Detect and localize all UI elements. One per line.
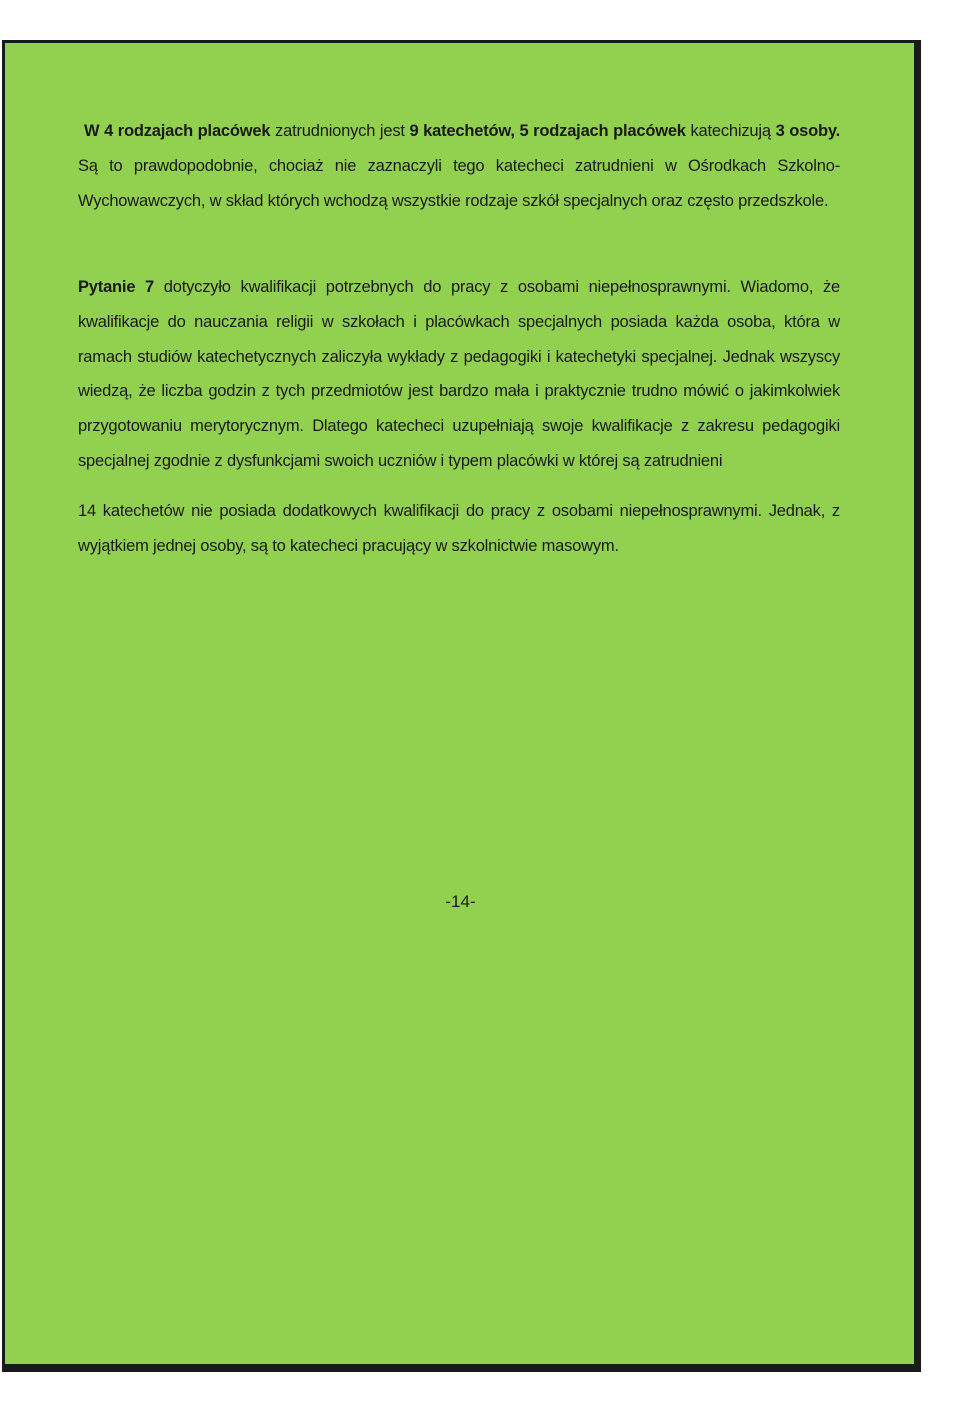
page-border-shadow-right [917, 40, 921, 1372]
paragraph-pytanie-7 [78, 270, 840, 479]
paragraph1-bold-1: W 4 rodzajach placówek [84, 122, 271, 140]
page-border-shadow-bottom [2, 1367, 921, 1372]
paragraph2-bold: Pytanie 7 [78, 278, 155, 296]
paragraph1-text-2: katechizują [685, 122, 776, 140]
page-number: -14- [445, 892, 476, 911]
paragraph-placowki [78, 114, 840, 219]
paragraph1-text-1: zatrudnionych jest [270, 122, 410, 140]
document-page [2, 40, 917, 1367]
paragraph1-bold-2: 9 katechetów, 5 rodzajach placówek [409, 122, 686, 140]
paragraph1-text-3: Są to prawdopodobnie, chociaż nie zaznaczyli tego katecheci zatrudnieni w Ośrodkach Szkolno- Wychowawczych, w skład których wchodzą wszystkie rodzaje szkół specjalnych oraz często przedszkole. [78, 157, 840, 210]
paragraph1-bold-3: 3 osoby. [775, 122, 840, 140]
paragraph2-text: dotyczyło kwalifikacji potrzebnych do pracy z osobami niepełnosprawnymi. Wiadomo, że kwalifikacje do nauczania religii w szkołach i placówkach specjalnych posiada każda osoba, która w ramach studiów katechetycznych zaliczyła wykłady z pedagogiki i katechetyki specjalnej. Jednak wszyscy wiedzą, że liczba godzin z tych przedmiotów jest bardzo mała i praktycznie trudno mówić o jakimkolwiek przygotowaniu merytorycznym. Dlatego katecheci uzupełniają swoje kwalifikacje z zakresu pedagogiki specjalnej zgodnie z dysfunkcjami swoich uczniów i typem placówki w której są zatrudnieni [78, 278, 840, 470]
paragraph-kwalifikacje: 14 katechetów nie posiada dodatkowych kwalifikacji do pracy z osobami niepełnosprawnymi. Jednak, z wyjątkiem jednej osoby, są to katecheci pracujący w szkolnictwie masowym. [78, 502, 840, 555]
